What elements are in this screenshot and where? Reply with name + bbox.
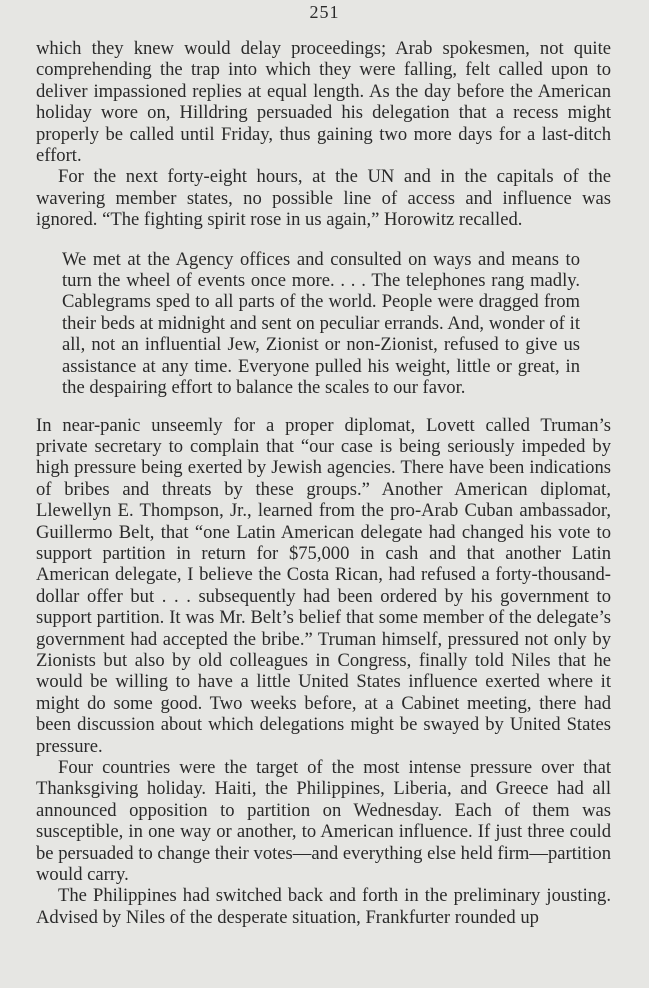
body-text <box>36 38 611 928</box>
paragraph-5: The Philippines had switched back and forth in the preliminary jousting. Advised by Niles of the desperate situation, Frankfurter rounded up <box>36 885 611 928</box>
paragraph-1: which they knew would delay proceedings; Arab spokesmen, not quite comprehending the trap into which they were falling, felt called upon to deliver impassioned replies at equal length. As the day before the American holiday wore on, Hilldring persuaded his delegation that a recess might properly be called until Friday, thus gaining two more days for a last-ditch effort. <box>36 38 611 167</box>
paragraph-3: In near-panic unseemly for a proper diplomat, Lovett called Truman’s private secretary to complain that “our case is being seriously impeded by high pressure being exerted by Jewish agencies. There have been indications of bribes and threats by these groups.” Another American diplomat, Llewellyn E. Thompson, Jr., learned from the pro-Arab Cuban ambassador, Guillermo Belt, that “one Latin American delegate had changed his vote to support partition in return for $75,000 in cash and that another Latin American delegate, I believe the Costa Rican, had refused a forty-thousand-dollar offer but . . . subsequently had been ordered by his government to support partition. It was Mr. Belt’s belief that some member of the delegate’s government had accepted the bribe.” Truman himself, pressured not only by Zionists but also by old colleagues in Congress, finally told Niles that he would be willing to have a little United States influence exerted where it might do some good. Two weeks before, at a Cabinet meeting, there had been discussion about which delegations might be swayed by United States pressure. <box>36 414 611 757</box>
paragraph-2: For the next forty-eight hours, at the UN and in the capitals of the wavering member states, no possible line of access and influence was ignored. “The fighting spirit rose in us again,” Horowitz recalled. <box>36 166 611 231</box>
paragraph-4: Four countries were the target of the most intense pressure over that Thanksgiving holiday. Haiti, the Philippines, Liberia, and Greece had all announced opposition to partition on Wednesday. Each of them was susceptible, in one way or another, to American influence. If just three could be persuaded to change their votes—and everything else held firm—partition would carry. <box>36 757 611 886</box>
page-number: 251 <box>309 2 340 22</box>
block-quote: We met at the Agency offices and consulted on ways and means to turn the wheel of events once more. . . . The telephones rang madly. Cablegrams sped to all parts of the world. People were dragged from their beds at midnight and sent on peculiar errands. And, wonder of it all, not an influential Jew, Zionist or non-Zionist, refused to give us assistance at any time. Everyone pulled his weight, little or great, in the despairing effort to balance the scales to our favor. <box>62 248 580 399</box>
